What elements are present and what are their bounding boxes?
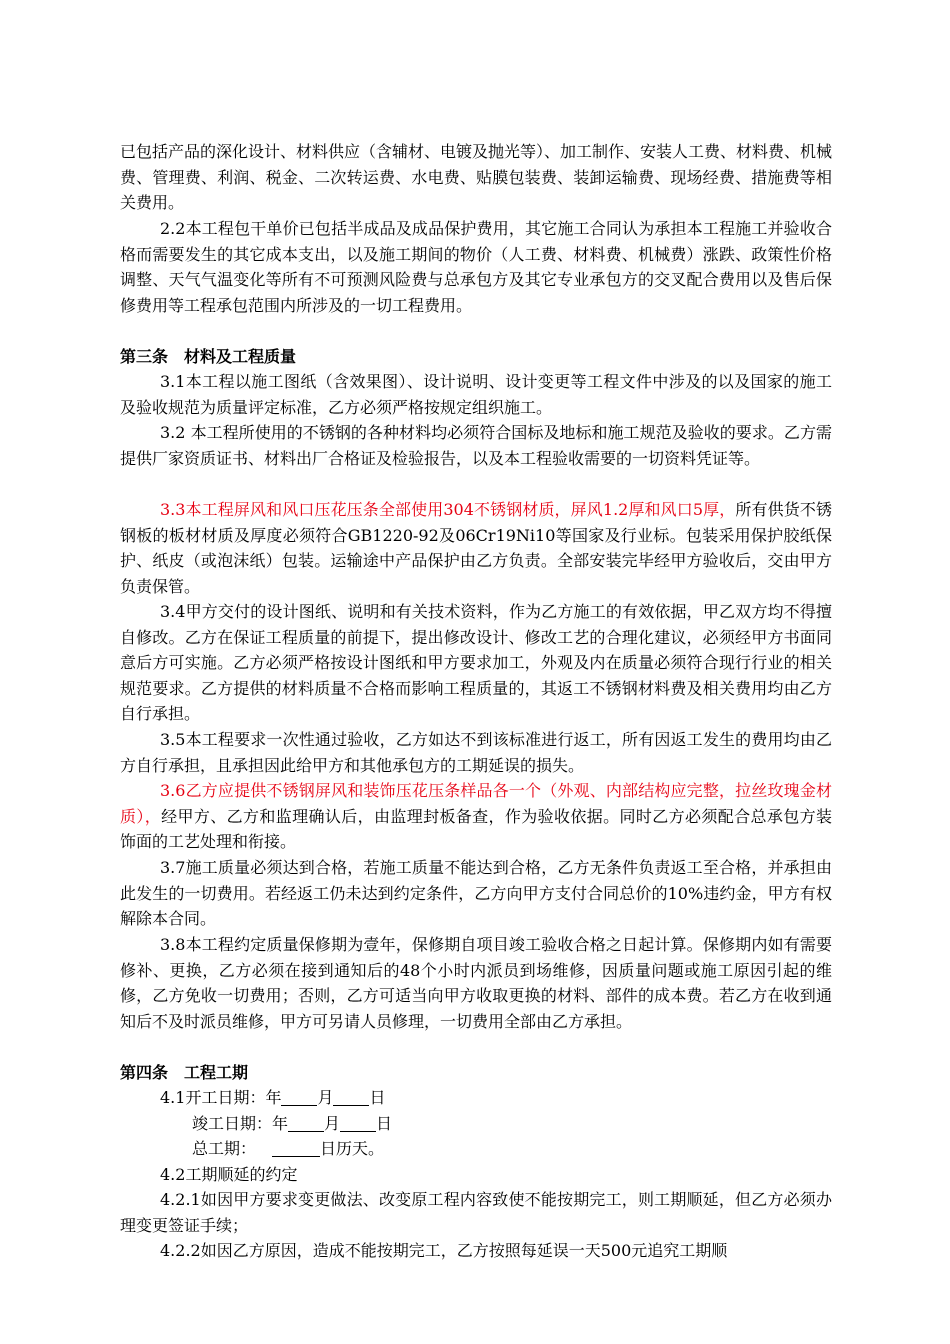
clause-3-8: 3.8本工程约定质量保修期为壹年，保修期自项目竣工验收合格之日起计算。保修期内如有需要修补、更换，乙方必须在接到通知后的48个小时内派员到场维修，因质量问题或施工原因引起的维修，乙方免收一切费用；否则，乙方可适当向甲方收取更换的材料、部件的成本费。若乙方在收到通知后不及时派员维修，甲方可另请人员修理，一切费用全部由乙方承担。 xyxy=(120,935,832,1031)
clause-3-1: 3.1本工程以施工图纸（含效果图）、设计说明、设计变更等工程文件中涉及的以及国家的施工及验收规范为质量评定标准，乙方必须严格按规定组织施工。 xyxy=(120,372,832,417)
paragraph-scope-fees: 已包括产品的深化设计、材料供应（含辅材、电镀及抛光等）、加工制作、安装人工费、材料费、机械费、管理费、利润、税金、二次转运费、水电费、贴膜包装费、装卸运输费、现场经费、措施费等相关费用。 xyxy=(120,142,833,212)
start-day-blank xyxy=(333,1089,369,1106)
clause-3-3 xyxy=(120,497,832,599)
clause-4-2-2: 4.2.2如因乙方原因，造成不能按期完工，乙方按照每延误一天500元追究工期顺 xyxy=(160,1241,728,1260)
completion-date-line xyxy=(192,1111,392,1137)
total-duration-label: 总工期： xyxy=(192,1139,257,1158)
completion-day-unit: 日 xyxy=(376,1114,393,1133)
clause-3-2: 3.2 本工程所使用的不锈钢的各种材料均必须符合国标及地标和施工规范及验收的要求。乙方需提供厂家资质证书、材料出厂合格证及检验报告，以及本工程验收需要的一切资料凭证等。 xyxy=(120,423,832,468)
clause-3-3-highlight: 3.3本工程屏风和风口压花压条全部使用304不锈钢材质，屏风1.2厚和风口5厚， xyxy=(160,500,736,519)
clause-3-4: 3.4甲方交付的设计图纸、说明和有关技术资料，作为乙方施工的有效依据，甲乙双方均不得擅自修改。乙方在保证工程质量的前提下，提出修改设计、修改工艺的合理化建议，必须经甲方书面同意后方可实施。乙方必须严格按设计图纸和甲方要求加工，外观及内在质量必须符合现行行业的相关规范要求。乙方提供的材料质量不合格而影响工程质量的，其返工不锈钢材料费及相关费用均由乙方自行承担。 xyxy=(120,602,832,723)
clause-3-7: 3.7施工质量必须达到合格，若施工质量不能达到合格，乙方无条件负责返工至合格，并承担由此发生的一切费用。若经返工仍未达到约定条件，乙方向甲方支付合同总价的10%违约金，甲方有权解除本合同。 xyxy=(120,858,832,928)
total-duration-line xyxy=(192,1136,384,1162)
clause-3-5: 3.5本工程要求一次性通过验收，乙方如达不到该标准进行返工，所有因返工发生的费用均由乙方自行承担，且承担因此给甲方和其他承包方的工期延误的损失。 xyxy=(120,730,832,775)
clause-2-2: 2.2本工程包干单价已包括半成品及成品保护费用，其它施工合同认为承担本工程施工并验收合格而需要发生的其它成本支出，以及施工期间的物价（人工费、材料费、机械费）涨跌、政策性价格调整、天气气温变化等所有不可预测风险费与总承包方及其它专业承包方的交叉配合费用以及售后保修费用等工程承包范围内所涉及的一切工程费用。 xyxy=(120,219,832,315)
start-month-unit: 月 xyxy=(317,1088,334,1107)
clause-3-6-highlight: 3.6乙方应提供不锈钢屏风和装饰压花压条样品各一个（外观、内部结构应完整，拉丝玫瑰金材质）， xyxy=(120,781,832,826)
article-4-heading: 第四条 工程工期 xyxy=(120,1063,249,1082)
total-duration-suffix: 日历天。 xyxy=(320,1139,385,1158)
completion-month-unit: 月 xyxy=(324,1114,341,1133)
completion-day-blank xyxy=(340,1115,376,1132)
clause-3-3-body: 所有供货不锈钢板的板材材质及厚度必须符合GB1220-92及06Cr19Ni10等国家及行业标。包装采用保护胶纸保护、纸皮（或泡沫纸）包装。运输途中产品保护由乙方负责。全部安装完毕经甲方验收后，交由甲方负责保管。 xyxy=(120,500,832,596)
total-days-blank xyxy=(272,1140,320,1157)
start-date-label: 4.1开工日期：年 xyxy=(160,1088,282,1107)
article-3-heading: 第三条 材料及工程质量 xyxy=(120,347,297,366)
clause-3-6-body: 经甲方、乙方和监理确认后，由监理封板备查，作为验收依据。同时乙方必须配合总承包方装饰面的工艺处理和衔接。 xyxy=(120,806,832,851)
start-day-unit: 日 xyxy=(369,1088,386,1107)
clause-3-6 xyxy=(120,778,832,855)
start-month-blank xyxy=(281,1089,317,1106)
clause-4-2-1: 4.2.1如因甲方要求变更做法、改变原工程内容致使不能按期完工，则工期顺延，但乙方必须办理变更签证手续； xyxy=(120,1190,832,1235)
clause-4-2: 4.2工期顺延的约定 xyxy=(160,1165,298,1184)
completion-date-label: 竣工日期：年 xyxy=(192,1114,289,1133)
start-date-line xyxy=(160,1085,385,1111)
completion-month-blank xyxy=(288,1115,324,1132)
